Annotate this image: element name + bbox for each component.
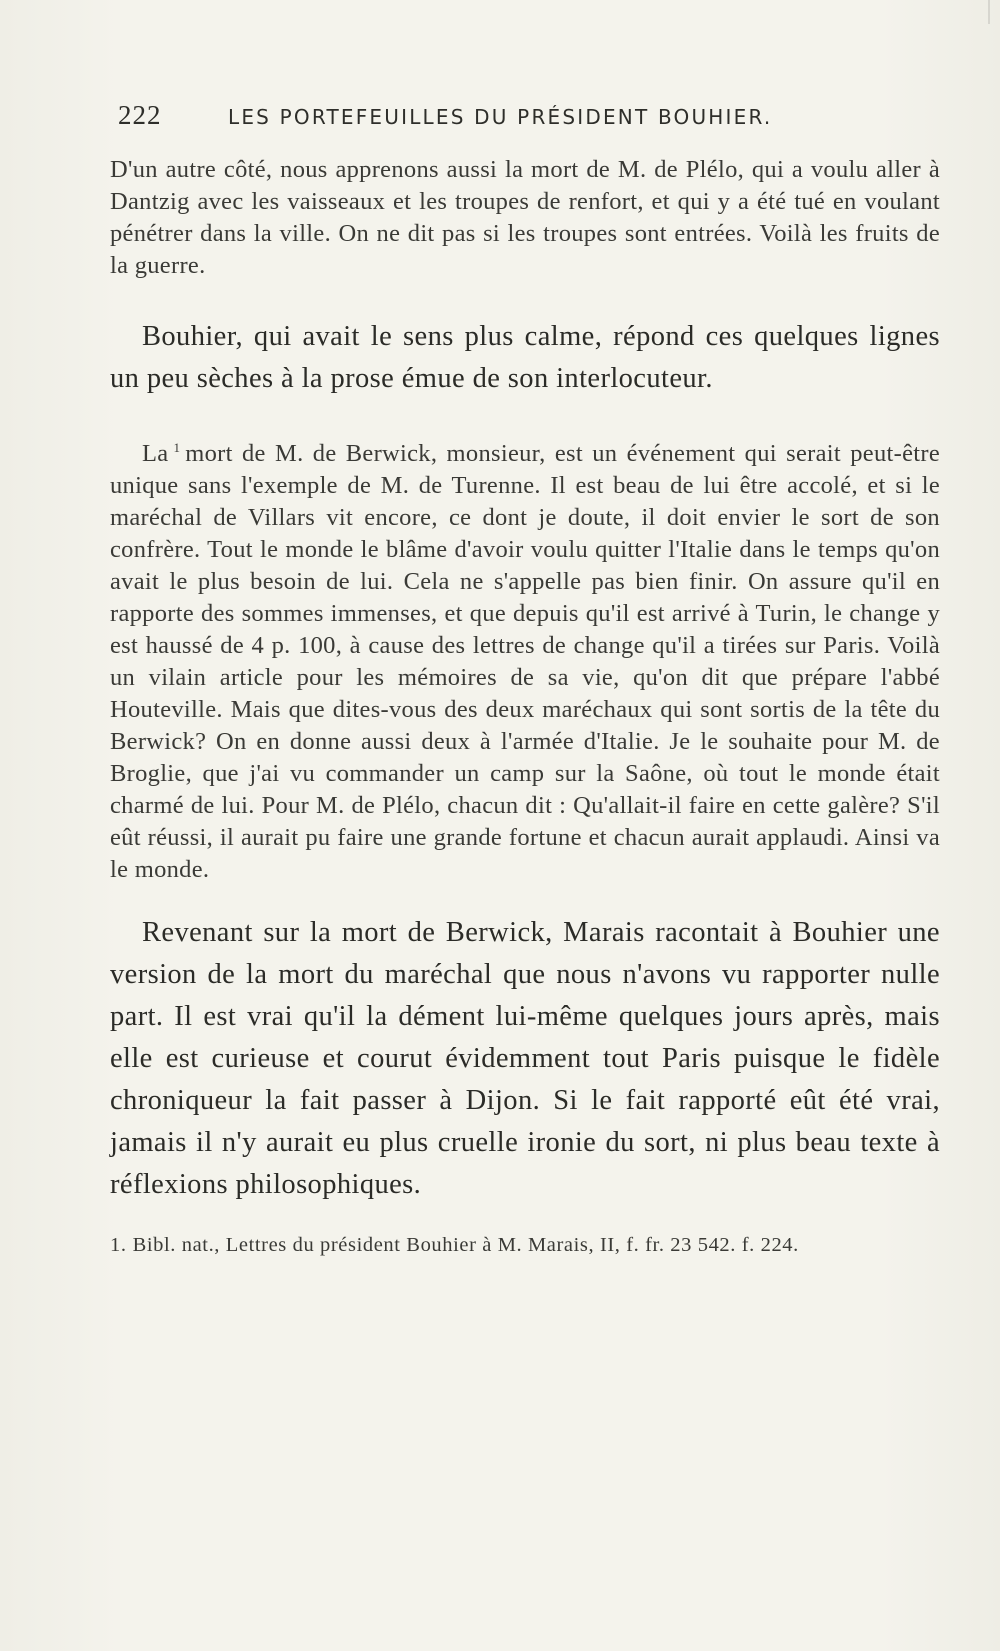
page-number: 222 xyxy=(118,100,162,130)
quoted-letter-paragraph-1: D'un autre côté, nous apprenons aussi la mort de M. de Plélo, qui a voulu aller à Dantzig avec les vaisseaux et les troupes de renfort, et qui y a été tué en voulant pénétrer dans la ville. On ne dit pas si les troupes sont entrées. Voilà les fruits de la guerre. xyxy=(110,156,940,279)
footnote-reference: 1 xyxy=(173,440,181,455)
footnote xyxy=(110,1234,940,1257)
narrative-paragraph-2: Revenant sur la mort de Berwick, Marais racontait à Bouhier une version de la mort du maréchal que nous n'avons vu rapporter nulle part. Il est vrai qu'il la dément lui-même quelques jours après, mais elle est curieuse et courut évidemment tout Paris puisque le fidèle chroniqueur la fait passer à Dijon. Si le fait rapporté eût été vrai, jamais il n'y aurait eu plus cruelle ironie du sort, ni plus beau texte à réflexions philosophiques. xyxy=(110,917,940,1201)
page-edge-mark xyxy=(988,0,990,24)
narrative-paragraph-1: Bouhier, qui avait le sens plus calme, répond ces quelques lignes un peu sèches à la prose émue de son interlocuteur. xyxy=(110,321,940,394)
footnote-marker: 1. xyxy=(110,1234,127,1257)
quoted-letter-opening-word: La xyxy=(142,440,169,468)
footnote-text: Bibl. nat., Lettres du président Bouhier à M. Marais, II, f. fr. 23 542. f. 224. xyxy=(132,1234,799,1257)
quoted-letter-text: mort de M. de Berwick, monsieur, est un événement qui serait peut-être unique sans l'exemple de M. de Turenne. Il est beau de lui être accolé, et si le maréchal de Villars vit encore, ce dont je doute, il doit envier le sort de son confrère. Tout le monde le blâme d'avoir voulu quitter l'Italie dans le temps qu'on avait le plus besoin de lui. Cela ne s'appelle pas bien finir. On assure qu'il en rapporte des sommes immenses, et que depuis qu'il est arrivé à Turin, le change y est haussé de 4 p. 100, à cause des lettres de change qu'il a tirées sur Paris. Voilà un vilain article pour les mémoires de sa vie, qu'on dit que prépare l'abbé Houteville. Mais que dites-vous des deux maréchaux qui sont sortis de la tête du Berwick? On en donne aussi deux à l'armée d'Italie. Je le souhaite pour M. de Broglie, que j'ai vu commander un camp sur la Saône, où tout le monde était charmé de lui. Pour M. de Plélo, chacun dit : Qu'allait-il faire en cette galère? S'il eût réussi, il aurait pu faire une grande fortune et chacun aurait applaudi. Ainsi va le monde. xyxy=(110,440,940,884)
page-header xyxy=(118,100,848,131)
page-body xyxy=(110,154,940,1257)
quoted-letter-paragraph-2 xyxy=(110,432,940,886)
running-title: LES PORTEFEUILLES DU PRÉSIDENT BOUHIER. xyxy=(228,105,773,129)
